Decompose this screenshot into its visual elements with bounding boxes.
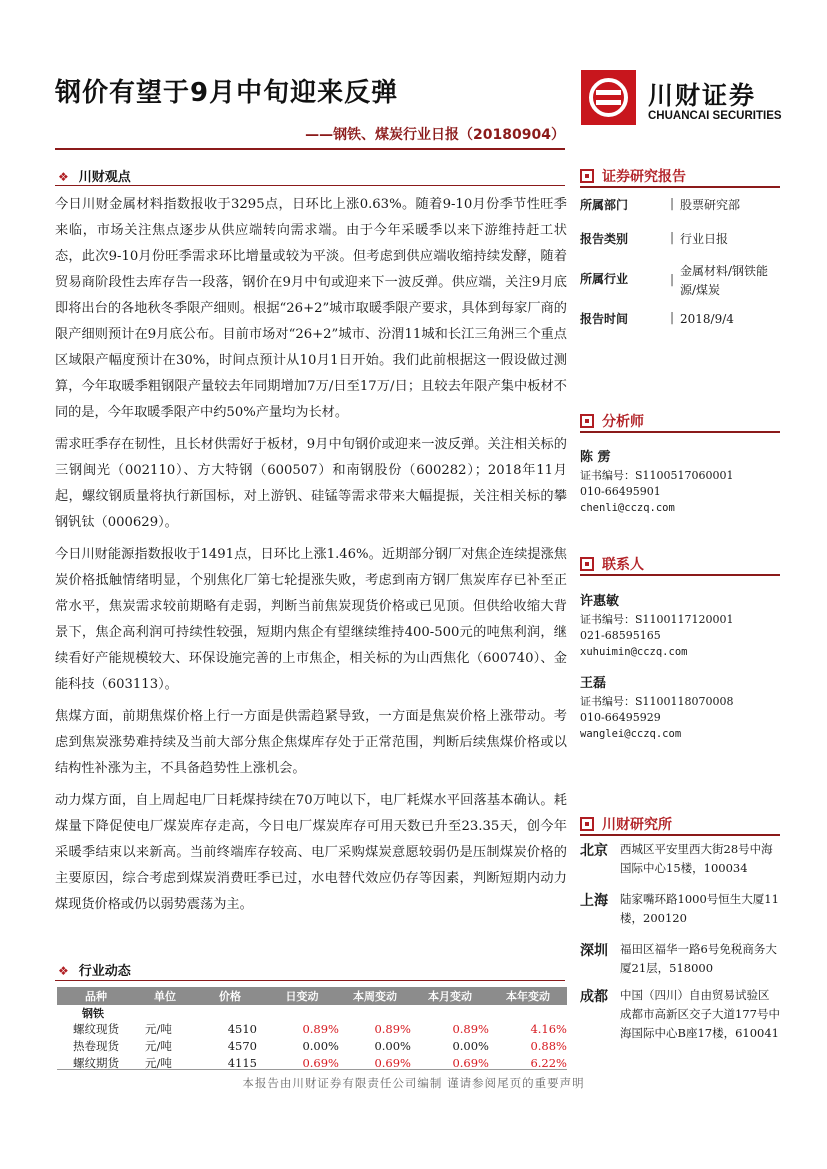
cell-item: 螺纹现货 xyxy=(73,1021,119,1036)
sidebar-report-heading-text: 证券研究报告 xyxy=(602,169,686,185)
table-bottom-rule xyxy=(57,1069,567,1070)
sidebar-report-heading xyxy=(580,166,780,188)
col-header: 本周变动 xyxy=(353,990,397,1003)
cell-unit: 元/吨 xyxy=(145,1038,172,1053)
view-heading-rule xyxy=(55,185,565,186)
col-header: 价格 xyxy=(219,990,241,1003)
office-address: 陆家嘴环路1000号恒生大厦11楼，200120 xyxy=(620,892,779,925)
cell-month: 0.69% xyxy=(452,1055,489,1070)
price-table xyxy=(57,987,567,1071)
info-value: 股票研究部 xyxy=(680,198,741,212)
sidebar-contact-heading xyxy=(580,554,780,576)
cell-week: 0.69% xyxy=(374,1055,411,1070)
contact-card xyxy=(580,676,780,742)
sidebar-analyst-heading-text: 分析师 xyxy=(602,414,644,430)
office-city: 深圳 xyxy=(580,943,608,959)
cell-month: 0.89% xyxy=(452,1021,489,1036)
diamond-bullet-icon: ❖ xyxy=(58,170,69,184)
analyst-name: 陈 雳 xyxy=(580,450,611,465)
sidebar-contact-heading-text: 联系人 xyxy=(602,557,644,573)
view-section-heading xyxy=(58,166,131,185)
cell-unit: 元/吨 xyxy=(145,1021,172,1036)
table-category: 钢铁 xyxy=(82,1006,104,1020)
cell-item: 螺纹期货 xyxy=(73,1055,119,1070)
table-row xyxy=(57,1020,567,1037)
cell-year: 0.88% xyxy=(530,1038,567,1053)
info-key: 所属部门 xyxy=(580,198,629,212)
main-body xyxy=(55,192,567,924)
paragraph: 动力煤方面，自上周起电厂日耗煤持续在70万吨以下，电厂耗煤水平回落基本确认。耗煤量下降促使电厂煤炭库存走高，今日电厂煤炭库存可用天数已升至23.35天，创今年采暖季结束以来新高。当前终端库存较高、电厂采购煤炭意愿较弱仍是压制煤炭价格的主要原因，综合考虑到煤炭消费旺季已过，水电替代效应仍存等因素，判断短期内动力煤现货价格或仍以弱势震荡为主。 xyxy=(55,793,567,912)
contact-phone: 021-68595165 xyxy=(580,629,661,642)
info-row-category: 报告类别 | 行业日报 xyxy=(580,230,780,249)
info-value: 2018/9/4 xyxy=(680,312,734,326)
office-city: 上海 xyxy=(580,893,608,909)
cell-price: 4510 xyxy=(227,1021,257,1036)
header-rule xyxy=(55,148,565,150)
sidebar-institute-heading-text: 川财研究所 xyxy=(602,817,672,833)
view-heading-text: 川财观点 xyxy=(78,170,131,185)
paragraph: 需求旺季存在韧性，且长材供需好于板材，9月中旬钢价或迎来一波反弹。关注相关标的三钢闽光（002110）、方大特钢（600507）和南钢股份（600282）；2018年11月起，螺纹钢质量将执行新国标，对上游钒、硅锰等需求带来大幅提振，关注相关标的攀钢钒钛（000629）。 xyxy=(55,437,567,530)
info-row-date: 报告时间 | 2018/9/4 xyxy=(580,310,780,329)
office-city: 成都 xyxy=(580,989,608,1005)
info-row-department: 所属部门 | 股票研究部 xyxy=(580,196,780,215)
square-marker-icon xyxy=(580,414,594,428)
office-address: 中国（四川）自由贸易试验区成都市高新区交子大道177号中海国际中心B座17楼，610041 xyxy=(620,988,780,1040)
diamond-bullet-icon: ❖ xyxy=(58,964,69,978)
brand-name-en: CHUANCAI SECURITIES xyxy=(648,110,782,122)
report-title: 钢价有望于9月中旬迎来反弹 xyxy=(55,78,399,108)
contact-phone: 010-66495929 xyxy=(580,711,661,724)
contact-card xyxy=(580,594,780,660)
square-marker-icon xyxy=(580,817,594,831)
contact-name: 许惠敏 xyxy=(580,594,620,609)
col-header: 本月变动 xyxy=(428,990,472,1003)
col-header: 品种 xyxy=(85,990,107,1003)
info-value: 金属材料/钢铁能源/煤炭 xyxy=(680,264,769,297)
contact-name: 王磊 xyxy=(580,676,607,691)
col-header: 日变动 xyxy=(285,990,319,1003)
info-key: 所属行业 xyxy=(580,272,629,286)
cell-week: 0.00% xyxy=(374,1038,411,1053)
col-header: 单位 xyxy=(154,990,176,1003)
contact-cert: 证书编号：S1100117120001 xyxy=(580,613,734,626)
industry-heading-rule xyxy=(55,980,565,981)
office-beijing xyxy=(580,840,780,878)
cell-month: 0.00% xyxy=(452,1038,489,1053)
cell-price: 4115 xyxy=(227,1055,257,1070)
contact-email: xuhuimin@cczq.com xyxy=(580,646,688,658)
sidebar-analyst-heading xyxy=(580,411,780,433)
analyst-card xyxy=(580,450,780,516)
industry-heading-text: 行业动态 xyxy=(78,964,131,979)
cell-year: 6.22% xyxy=(530,1055,567,1070)
cell-year: 4.16% xyxy=(530,1021,567,1036)
cell-day: 0.89% xyxy=(302,1021,339,1036)
footer-disclaimer: 本报告由川财证券有限责任公司编制 谨请参阅尾页的重要声明 xyxy=(242,1076,585,1090)
info-key: 报告时间 xyxy=(580,312,629,326)
office-city: 北京 xyxy=(580,843,608,859)
cell-unit: 元/吨 xyxy=(145,1055,172,1070)
paragraph: 今日川财金属材料指数报收于3295点，日环比上涨0.63%。随着9-10月份季节性旺季来临，市场关注焦点逐步从供应端转向需求端。由于今年采暖季以来下游维持赶工状态，此次9-10月份旺季需求环比增量或较为平淡。但考虑到供应端收缩持续发酵，随着贸易商阶段性去库存告一段落，钢价在9月中旬或迎来下一波反弹。供应端，关注9月底即将出台的各地秋冬季限产细则。根据“26+2”城市取暖季限产要求，具体到每家厂商的限产细则预计在9月底公布。目前市场对“26+2”城市、汾渭11城和长江三角洲三个重点区域限产幅度预计在30%，时间点预计从10月1日开始。我们此前根据这一假设做过测算，今年取暖季粗钢限产量较去年同期增加7万/日至17万/日；且较去年限产集中板材不同的是，今年取暖季限产中约50%产量均为长材。 xyxy=(55,197,567,420)
paragraph: 焦煤方面，前期焦煤价格上行一方面是供需趋紧导致，一方面是焦炭价格上涨带动。考虑到焦炭涨势难持续及当前大部分焦企焦煤库存处于正常范围，判断后续焦煤价格或以结构性补涨为主，不具备趋势性上涨机会。 xyxy=(55,709,567,776)
analyst-cert: 证书编号：S1100517060001 xyxy=(580,469,734,482)
contact-email: wanglei@cczq.com xyxy=(580,728,682,740)
analyst-phone: 010-66495901 xyxy=(580,485,661,498)
office-chengdu xyxy=(580,986,780,1043)
office-shanghai xyxy=(580,890,780,928)
industry-section-heading xyxy=(58,960,131,979)
brand-name-cn: 川财证券 xyxy=(648,81,757,110)
office-address: 福田区福华一路6号免税商务大厦21层，518000 xyxy=(620,942,777,975)
info-row-industry: 所属行业 | 金属材料/钢铁能源/煤炭 xyxy=(580,262,780,300)
col-header: 本年变动 xyxy=(506,990,550,1003)
table-row xyxy=(57,1037,567,1054)
table-header xyxy=(57,987,567,1005)
cell-day: 0.00% xyxy=(302,1038,339,1053)
brand-logo xyxy=(581,70,781,125)
info-key: 报告类别 xyxy=(580,232,629,246)
office-shenzhen xyxy=(580,940,780,978)
paragraph: 今日川财能源指数报收于1491点，日环比上涨1.46%。近期部分钢厂对焦企连续提涨焦炭价格抵触情绪明显，个别焦化厂第七轮提涨失败，考虑到南方钢厂焦炭库存已补至正常水平，焦炭需求较前期略有走弱，判断当前焦炭现货价格或已见顶。但供给收缩大背景下，焦企高利润可持续性较强，短期内焦企有望继续维持400-500元的吨焦利润，继续看好产能规模较大、环保设施完善的上市焦企，相关标的为山西焦化（600740）、金能科技（603113）。 xyxy=(55,547,567,692)
analyst-email: chenli@cczq.com xyxy=(580,502,675,514)
info-value: 行业日报 xyxy=(680,232,729,246)
cell-day: 0.69% xyxy=(302,1055,339,1070)
brand-logo-icon xyxy=(581,70,636,125)
sidebar-institute-heading xyxy=(580,814,780,836)
report-subtitle: ——钢铁、煤炭行业日报（20180904） xyxy=(305,127,565,143)
office-address: 西城区平安里西大街28号中海国际中心15楼，100034 xyxy=(620,842,773,875)
cell-item: 热卷现货 xyxy=(73,1038,119,1053)
square-marker-icon xyxy=(580,557,594,571)
cell-week: 0.89% xyxy=(374,1021,411,1036)
cell-price: 4570 xyxy=(227,1038,257,1053)
square-marker-icon xyxy=(580,169,594,183)
contact-cert: 证书编号：S1100118070008 xyxy=(580,695,734,708)
